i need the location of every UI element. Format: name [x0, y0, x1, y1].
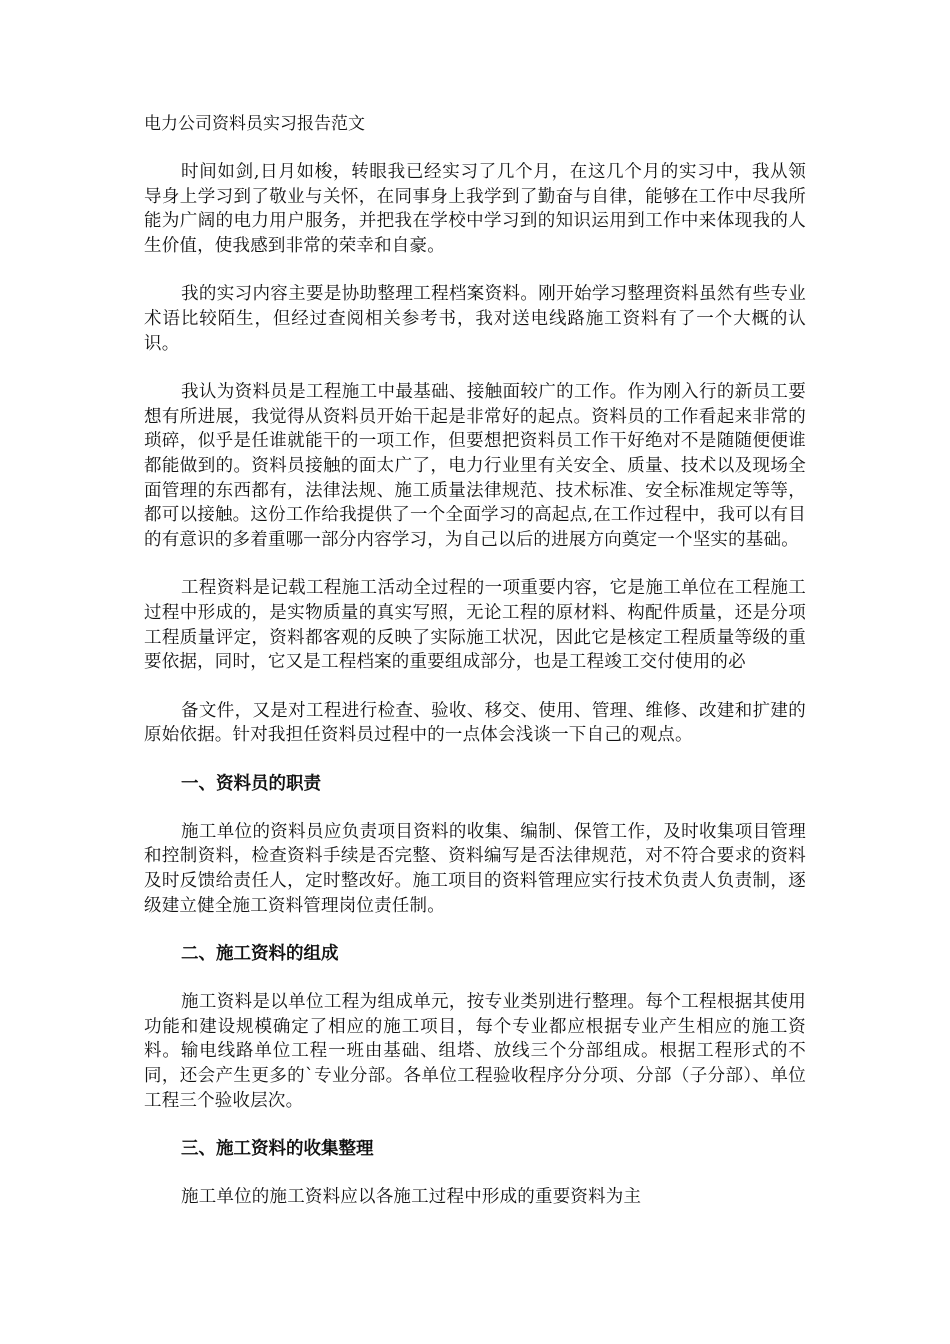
section-text-duties: 施工单位的资料员应负责项目资料的收集、编制、保管工作，及时收集项目管理和控制资料，检查资料手续是否完整、资料编写是否法律规范，对不符合要求的资料及时反馈给责任人，定时整改好。施工项目的资料管理应实行技术负责人负责制，逐级建立健全施工资料管理岗位责任制。 [144, 821, 806, 916]
section-text-composition: 施工资料是以单位工程为组成单元，按专业类别进行整理。每个工程根据其使用功能和建设规模确定了相应的施工项目，每个专业都应根据专业产生相应的施工资料。输电线路单位工程一班由基础、组塔、放线三个分部组成。根据工程形式的不同，还会产生更多的`专业分部。各单位工程验收程序分分项、分部（子分部）、单位工程三个验收层次。 [144, 992, 806, 1111]
document-page [144, 112, 806, 1234]
paragraph-records-purpose: 备文件，又是对工程进行检查、验收、移交、使用、管理、维修、改建和扩建的原始依据。针对我担任资料员过程中的一点体会浅谈一下自己的观点。 [144, 700, 806, 746]
paragraph-engineering-records: 工程资料是记载工程施工活动全过程的一项重要内容，它是施工单位在工程施工过程中形成的，是实物质量的真实写照，无论工程的原材料、构配件质量，还是分项工程质量评定，资料都客观的反映了实际施工状况，因此它是核定工程质量等级的重要依据，同时，它又是工程档案的重要组成部分，也是工程竣工交付使用的必 [144, 578, 806, 673]
paragraph-role-view: 我认为资料员是工程施工中最基础、接触面较广的工作。作为刚入行的新员工要想有所进展，我觉得从资料员开始干起是非常好的起点。资料员的工作看起来非常的琐碎，似乎是任谁就能干的一项工作，但要想把资料员工作干好绝对不是随随便便谁都能做到的。资料员接触的面太广了，电力行业里有关安全、质量、技术以及现场全面管理的东西都有，法律法规、施工质量法律规范、技术标准、安全标准规定等等，都可以接触。这份工作给我提供了一个全面学习的高起点,在工作过程中，我可以有目的有意识的多着重哪一部分内容学习，为自己以后的进展方向奠定一个坚实的基础。 [144, 382, 806, 550]
section-heading-composition: 二、施工资料的组成 [181, 944, 339, 965]
paragraph-intro: 时间如剑,日月如梭，转眼我已经实习了几个月，在这几个月的实习中，我从领导身上学习到了敬业与关怀，在同事身上我学到了勤奋与自律，能够在工作中尽我所能为广阔的电力用户服务，并把我在学校中学习到的知识运用到工作中来体现我的人生价值，使我感到非常的荣幸和自豪。 [144, 162, 806, 256]
section-heading-collection: 三、施工资料的收集整理 [181, 1139, 374, 1160]
document-title: 电力公司资料员实习报告范文 [144, 114, 365, 134]
paragraph-internship-content: 我的实习内容主要是协助整理工程档案资料。刚开始学习整理资料虽然有些专业术语比较陌生，但经过查阅相关参考书，我对送电线路施工资料有了一个大概的认识。 [144, 284, 806, 354]
section-heading-duties: 一、资料员的职责 [181, 773, 321, 794]
section-text-collection: 施工单位的施工资料应以各施工过程中形成的重要资料为主 [181, 1187, 642, 1208]
